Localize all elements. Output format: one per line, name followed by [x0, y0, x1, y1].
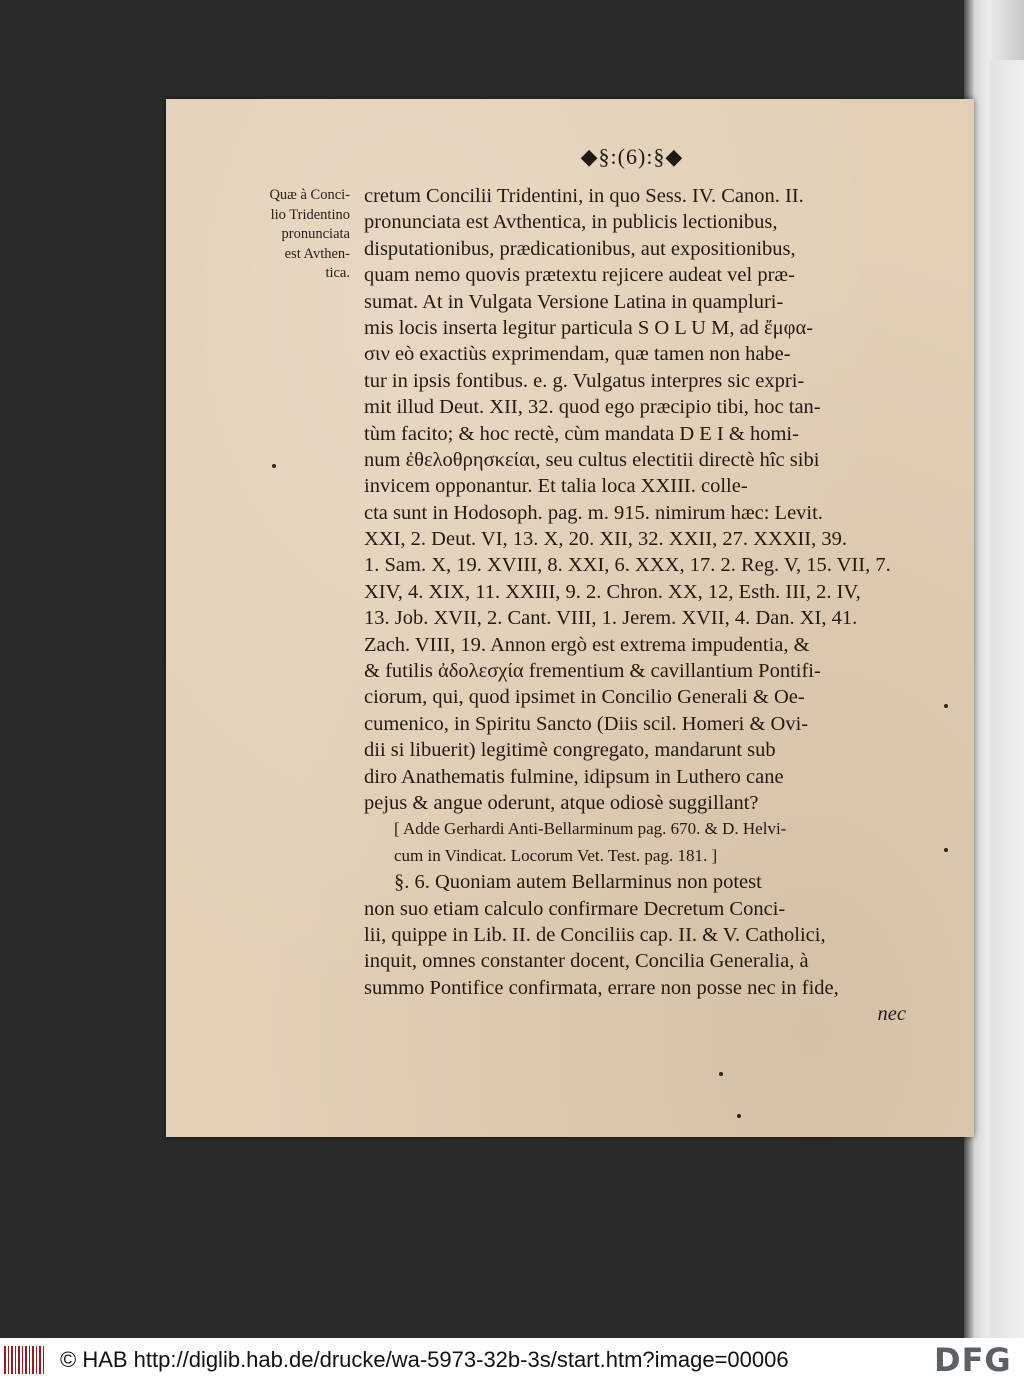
body-text [364, 183, 910, 1028]
text-line: cretum Concilii Tridentini, in quo Sess. IV. Canon. II. [364, 185, 804, 207]
margin-note-line: lio Tridentino [270, 206, 350, 223]
text-line: tùm facito; & hoc rectè, cùm mandata D E I & homi- [364, 422, 799, 445]
text-line: 13. Job. XVII, 2. Cant. VIII, 1. Jerem. XVII, 4. Dan. XI, 41. [364, 607, 858, 630]
dfg-logo: DFG [934, 1341, 1012, 1379]
margin-note-line: tica. [325, 265, 350, 281]
paper-speck [944, 848, 948, 852]
reference-line: cum in Vindicat. Locorum Vet. Test. pag. 181. ] [394, 845, 718, 865]
paper-speck [737, 1114, 741, 1118]
text-line: disputationibus, prædicationibus, aut expositionibus, [364, 237, 796, 260]
text-line: invicem opponantur. Et talia loca XXIII. colle- [364, 475, 748, 498]
text-line: XXI, 2. Deut. VI, 13. X, 20. XII, 32. XXII, 27. XXXII, 39. [364, 528, 848, 551]
text-line: & futilis ἀδολεσχία frementium & cavillantium Pontifi- [364, 660, 821, 683]
text-line: σιν eò exactiùs exprimendam, quæ tamen non habe- [364, 343, 791, 366]
adjacent-page-sheet [990, 60, 1024, 1338]
reference-line: [ Adde Gerhardi Anti-Bellarminum pag. 670. & D. Helvi- [394, 819, 787, 839]
margin-note-line: pronunciata [281, 226, 350, 242]
text-line: mit illud Deut. XII, 32. quod ego præcipio tibi, hoc tan- [364, 396, 821, 419]
text-line: cta sunt in Hodosoph. pag. m. 915. nimirum hæc: Levit. [364, 501, 823, 524]
text-line: mis locis inserta legitur particula S O L U M, ad ἔμφα- [364, 316, 814, 339]
text-line: 1. Sam. X, 19. XVIII, 8. XXI, 6. XXX, 17. 2. Reg. V, 15. VII, 7. [364, 554, 891, 577]
section-line: §. 6. Quoniam autem Bellarminus non potest [394, 871, 762, 894]
text-line: dii si libuerit) legitimè congregato, mandarunt sub [364, 739, 776, 762]
text-line: XIV, 4. XIX, 11. XXIII, 9. 2. Chron. XX, 12, Esth. III, 2. IV, [364, 580, 861, 603]
section-line: lii, quippe in Lib. II. de Conciliis cap. II. & V. Catholici, [364, 923, 826, 946]
text-line: Zach. VIII, 19. Annon ergò est extrema impudentia, & [364, 633, 810, 656]
page-header: ◆§:(6):§◆ [580, 144, 684, 169]
copyright-url[interactable]: © HAB http://diglib.hab.de/drucke/wa-5973-32b-3s/start.htm?image=00006 [60, 1347, 789, 1372]
paper-speck [272, 464, 276, 468]
viewer-footer [0, 1338, 1024, 1381]
catchword: nec [877, 1003, 906, 1026]
text-line: pronunciata est Avthentica, in publicis lectionibus, [364, 211, 778, 234]
text-line: tur in ipsis fontibus. e. g. Vulgatus interpres sic expri- [364, 369, 805, 392]
text-line: pejus & angue oderunt, atque odiosè suggillant? [364, 791, 759, 814]
paper-speck [944, 704, 948, 708]
section-line: non suo etiam calculo confirmare Decretum Conci- [364, 897, 786, 920]
section-line: inquit, omnes constanter docent, Concilia Generalia, à [364, 950, 809, 973]
margin-note [246, 186, 350, 284]
paper-speck [719, 1072, 723, 1076]
barcode-icon [4, 1346, 44, 1374]
text-line: quam nemo quovis prætextu rejicere audeat vel præ- [364, 264, 795, 287]
text-line: diro Anathematis fulmine, idipsum in Luthero cane [364, 765, 784, 788]
margin-note-line: est Avthen- [284, 245, 350, 262]
section-line: summo Pontifice confirmata, errare non posse nec in fide, [364, 976, 839, 999]
text-line: sumat. At in Vulgata Versione Latina in quampluri- [364, 290, 784, 313]
text-line: num ἐθελοθρησκείαι, seu cultus electitii directè hîc sibi [364, 448, 820, 471]
text-line: cumenico, in Spiritu Sancto (Diis scil. Homeri & Ovi- [364, 712, 809, 735]
margin-note-line: Quæ à Conci- [269, 187, 350, 203]
text-line: ciorum, qui, quod ipsimet in Concilio Generali & Oe- [364, 686, 805, 709]
